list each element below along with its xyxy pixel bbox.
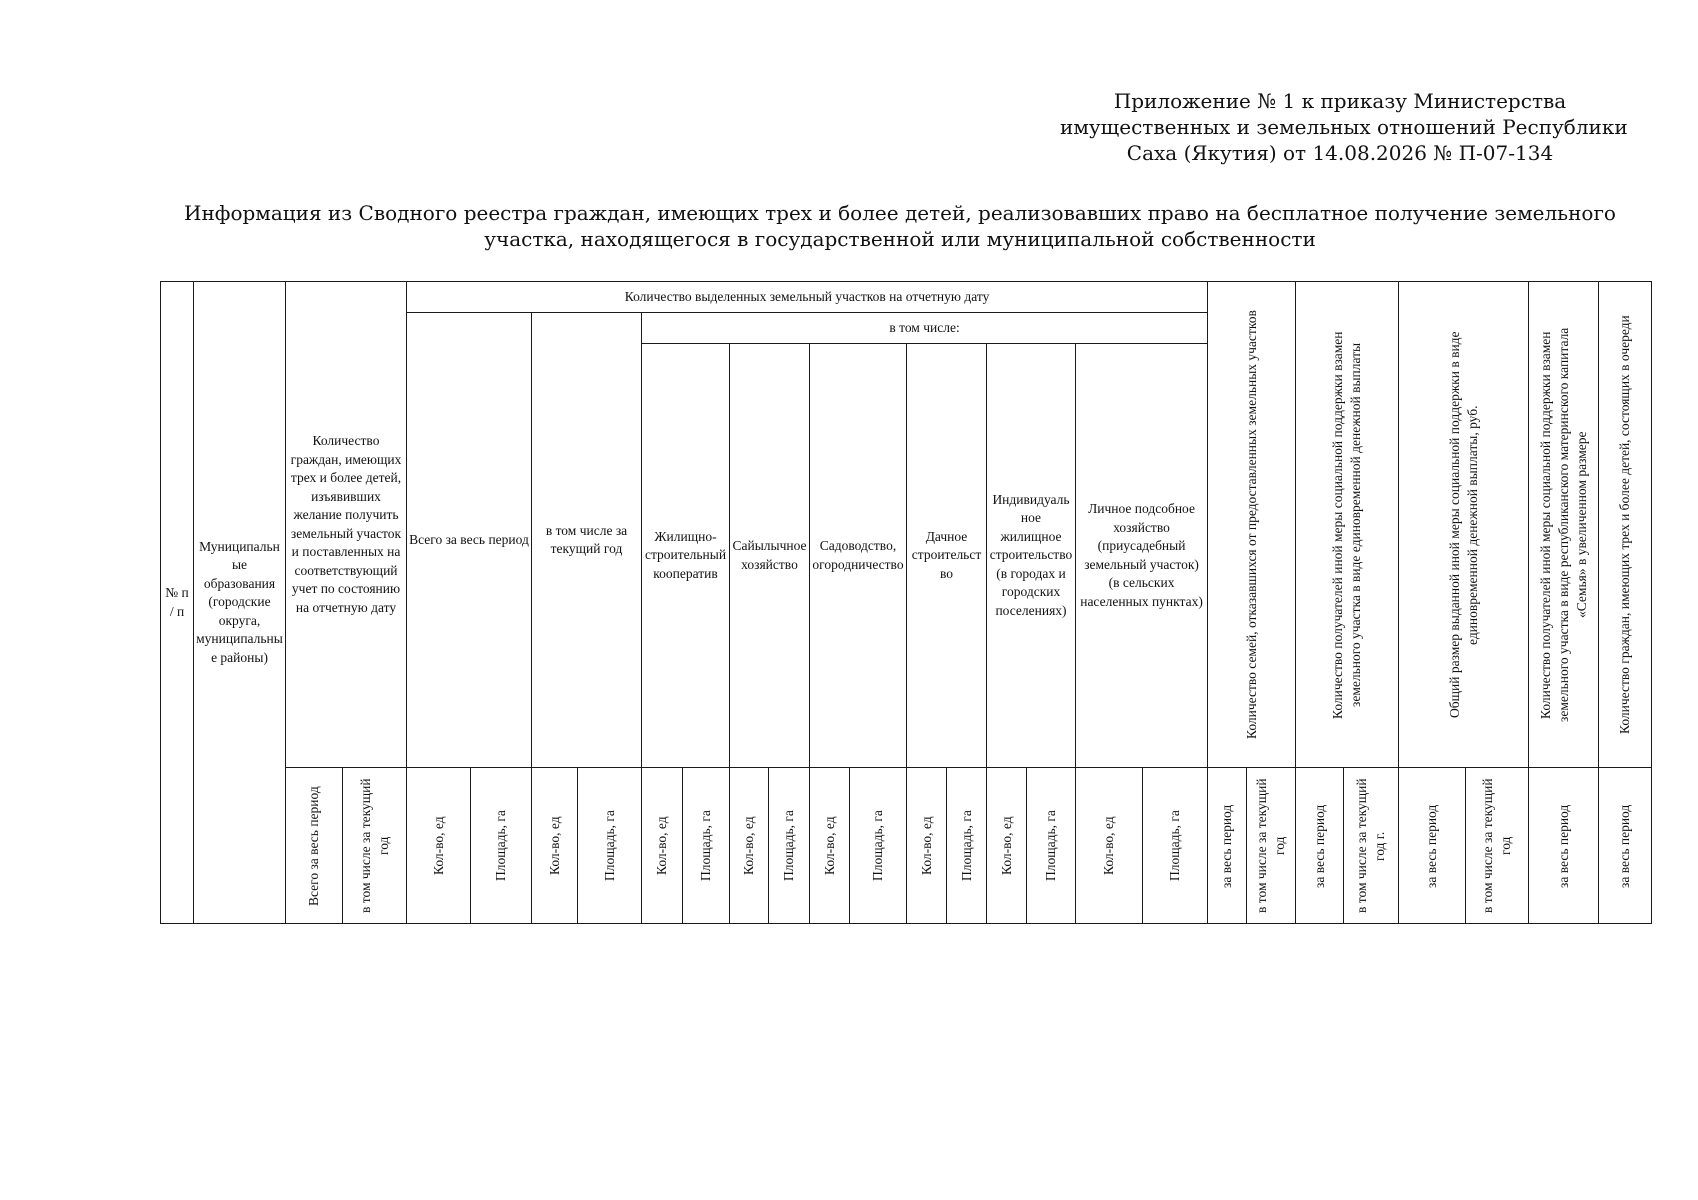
sub-current-count bbox=[532, 768, 578, 924]
sub-farm-area bbox=[1143, 768, 1208, 924]
sub-gardening-count-label: Кол-во, ед bbox=[821, 816, 837, 875]
registry-table bbox=[160, 281, 1652, 924]
header-recipients-other-support bbox=[1296, 282, 1399, 768]
appendix-line-3: Саха (Якутия) от 14.08.2026 № П-07-134 bbox=[1126, 141, 1554, 165]
sub-individual-count bbox=[987, 768, 1027, 924]
sub-individual-area bbox=[1027, 768, 1076, 924]
sub-dacha-count bbox=[907, 768, 947, 924]
sub-hayfield-area bbox=[769, 768, 810, 924]
sub-refused-total bbox=[1208, 768, 1247, 924]
sub-dacha-count-label: Кол-во, ед bbox=[918, 816, 934, 875]
sub-dacha-area bbox=[947, 768, 987, 924]
sub-current-area bbox=[578, 768, 642, 924]
header-gardening bbox=[810, 344, 907, 768]
header-municipality bbox=[194, 282, 286, 924]
sub-dacha-area-label: Площадь, га bbox=[958, 810, 974, 881]
sub-queue-total bbox=[1599, 768, 1652, 924]
sub-housing-count-label: Кол-во, ед bbox=[654, 816, 669, 875]
sub-family-capital-total-label: за весь период bbox=[1555, 803, 1571, 888]
header-current-year-label: в том числе за текущий год bbox=[545, 522, 628, 556]
sub-recipients-total bbox=[1296, 768, 1344, 924]
sub-refused-current-label: в том числе за текущий год bbox=[1254, 778, 1288, 913]
sub-recipients-current-label: в том числе за текущий год г. bbox=[1354, 778, 1388, 913]
sub-housing-count bbox=[642, 768, 683, 924]
sub-amount-current-label: в том числе за текущий год bbox=[1480, 778, 1514, 913]
document-title bbox=[180, 200, 1620, 252]
header-dacha-label: Дачное строительство bbox=[911, 528, 982, 581]
header-recipients-other-support-label: Количество получателей иной меры социальной поддержки взамен земельного участка в виде единовременной денежной выплаты bbox=[1330, 330, 1364, 719]
sub-recipients-current bbox=[1344, 768, 1399, 924]
sub-citizens-total bbox=[286, 768, 343, 924]
header-citizens-count bbox=[286, 282, 407, 768]
header-refused-families bbox=[1208, 282, 1296, 768]
sub-amount-total-label: за весь период bbox=[1424, 803, 1440, 888]
sub-gardening-area-label: Площадь, га bbox=[870, 810, 885, 881]
sub-citizens-current bbox=[343, 768, 407, 924]
sub-recipients-total-label: за весь период bbox=[1311, 803, 1327, 888]
header-personal-farm-label: Личное подсобное хозяйство (приусадебный земельный участок) (в сельских населенных пунктах) bbox=[1080, 501, 1203, 609]
header-hayfield-label: Сайылычное хозяйство bbox=[732, 538, 807, 572]
header-citizens-count-label: Количество граждан, имеющих трех и более детей, изъявивших желание получить земельный участок и поставленных на соответствующий учет по состоянию на отчетную дату bbox=[290, 433, 402, 615]
sub-family-capital-total bbox=[1529, 768, 1599, 924]
appendix-line-2: имущественных и земельных отношений Республики bbox=[1060, 115, 1628, 139]
sub-queue-total-label: за весь период bbox=[1617, 803, 1633, 888]
sub-amount-total bbox=[1399, 768, 1466, 924]
header-total-amount-other-support-label: Общий размер выданной иной меры социальной поддержки в виде единовременной денежной выплаты, руб. bbox=[1446, 331, 1480, 718]
sub-citizens-current-label: в том числе за текущий год bbox=[357, 778, 391, 913]
sub-farm-count-label: Кол-во, ед bbox=[1101, 816, 1116, 875]
sub-citizens-total-label: Всего за весь период bbox=[306, 785, 321, 906]
sub-total-count bbox=[407, 768, 471, 924]
sub-individual-area-label: Площадь, га bbox=[1043, 810, 1058, 881]
sub-total-count-label: Кол-во, ед bbox=[430, 816, 446, 875]
appendix-line-1: Приложение № 1 к приказу Министерства bbox=[1113, 89, 1567, 113]
sub-current-area-label: Площадь, га bbox=[601, 810, 617, 881]
sub-hayfield-count-label: Кол-во, ед bbox=[741, 816, 756, 875]
header-current-year bbox=[532, 313, 642, 768]
title-line-1: Информация из Сводного реестра граждан, имеющих трех и более детей, реализовавших право на бесплатное получение земельного bbox=[184, 201, 1616, 225]
header-individual-housing-label: Индивидуальное жилищное строительство (в городах и городских поселениях) bbox=[989, 491, 1073, 618]
header-dacha bbox=[907, 344, 987, 768]
header-allocated-group: Количество выделенных земельный участков на отчетную дату bbox=[407, 282, 1208, 313]
header-municipality-label: Муниципальные образования (городские округа, муниципальные районы) bbox=[196, 538, 283, 665]
sub-hayfield-count bbox=[730, 768, 769, 924]
header-housing-coop bbox=[642, 344, 730, 768]
title-line-2: участка, находящегося в государственной или муниципальной собственности bbox=[484, 227, 1316, 251]
sub-farm-area-label: Площадь, га bbox=[1167, 810, 1183, 881]
sub-refused-current bbox=[1247, 768, 1296, 924]
header-personal-farm bbox=[1076, 344, 1208, 768]
header-housing-coop-label: Жилищно-строительный кооператив bbox=[644, 528, 727, 581]
header-refused-families-label: Количество семей, отказавшихся от предоставленных земельных участков bbox=[1243, 310, 1259, 739]
header-gardening-label: Садоводство, огородничество bbox=[812, 538, 904, 572]
header-num: № п / п bbox=[161, 282, 194, 924]
header-hayfield bbox=[730, 344, 810, 768]
sub-hayfield-area-label: Площадь, га bbox=[781, 810, 796, 881]
sub-gardening-count bbox=[810, 768, 850, 924]
header-individual-housing bbox=[987, 344, 1076, 768]
sub-refused-total-label: за весь период bbox=[1219, 803, 1235, 888]
sub-total-area bbox=[471, 768, 532, 924]
sub-housing-area-label: Площадь, га bbox=[698, 810, 713, 881]
sub-amount-current bbox=[1466, 768, 1529, 924]
header-queue-count-label: Количество граждан, имеющих трех и более детей, состоящих в очереди bbox=[1617, 315, 1633, 734]
header-total-period-label: Всего за весь период bbox=[409, 531, 529, 547]
sub-individual-count-label: Кол-во, ед bbox=[998, 816, 1014, 875]
sub-current-count-label: Кол-во, ед bbox=[546, 816, 562, 875]
header-recipients-family-capital bbox=[1529, 282, 1599, 768]
header-queue-count bbox=[1599, 282, 1652, 768]
sub-gardening-area bbox=[850, 768, 907, 924]
header-recipients-family-capital-label: Количество получателей иной меры социальной поддержки взамен земельного участка в виде республиканского материнского капитала «Семья» в увеличенном размере bbox=[1537, 327, 1589, 722]
sub-housing-area bbox=[683, 768, 730, 924]
sub-total-area-label: Площадь, га bbox=[493, 810, 508, 881]
header-total-amount-other-support bbox=[1399, 282, 1529, 768]
header-total-period bbox=[407, 313, 532, 768]
appendix-note bbox=[1060, 88, 1628, 166]
sub-farm-count bbox=[1076, 768, 1143, 924]
header-including: в том числе: bbox=[642, 313, 1208, 344]
